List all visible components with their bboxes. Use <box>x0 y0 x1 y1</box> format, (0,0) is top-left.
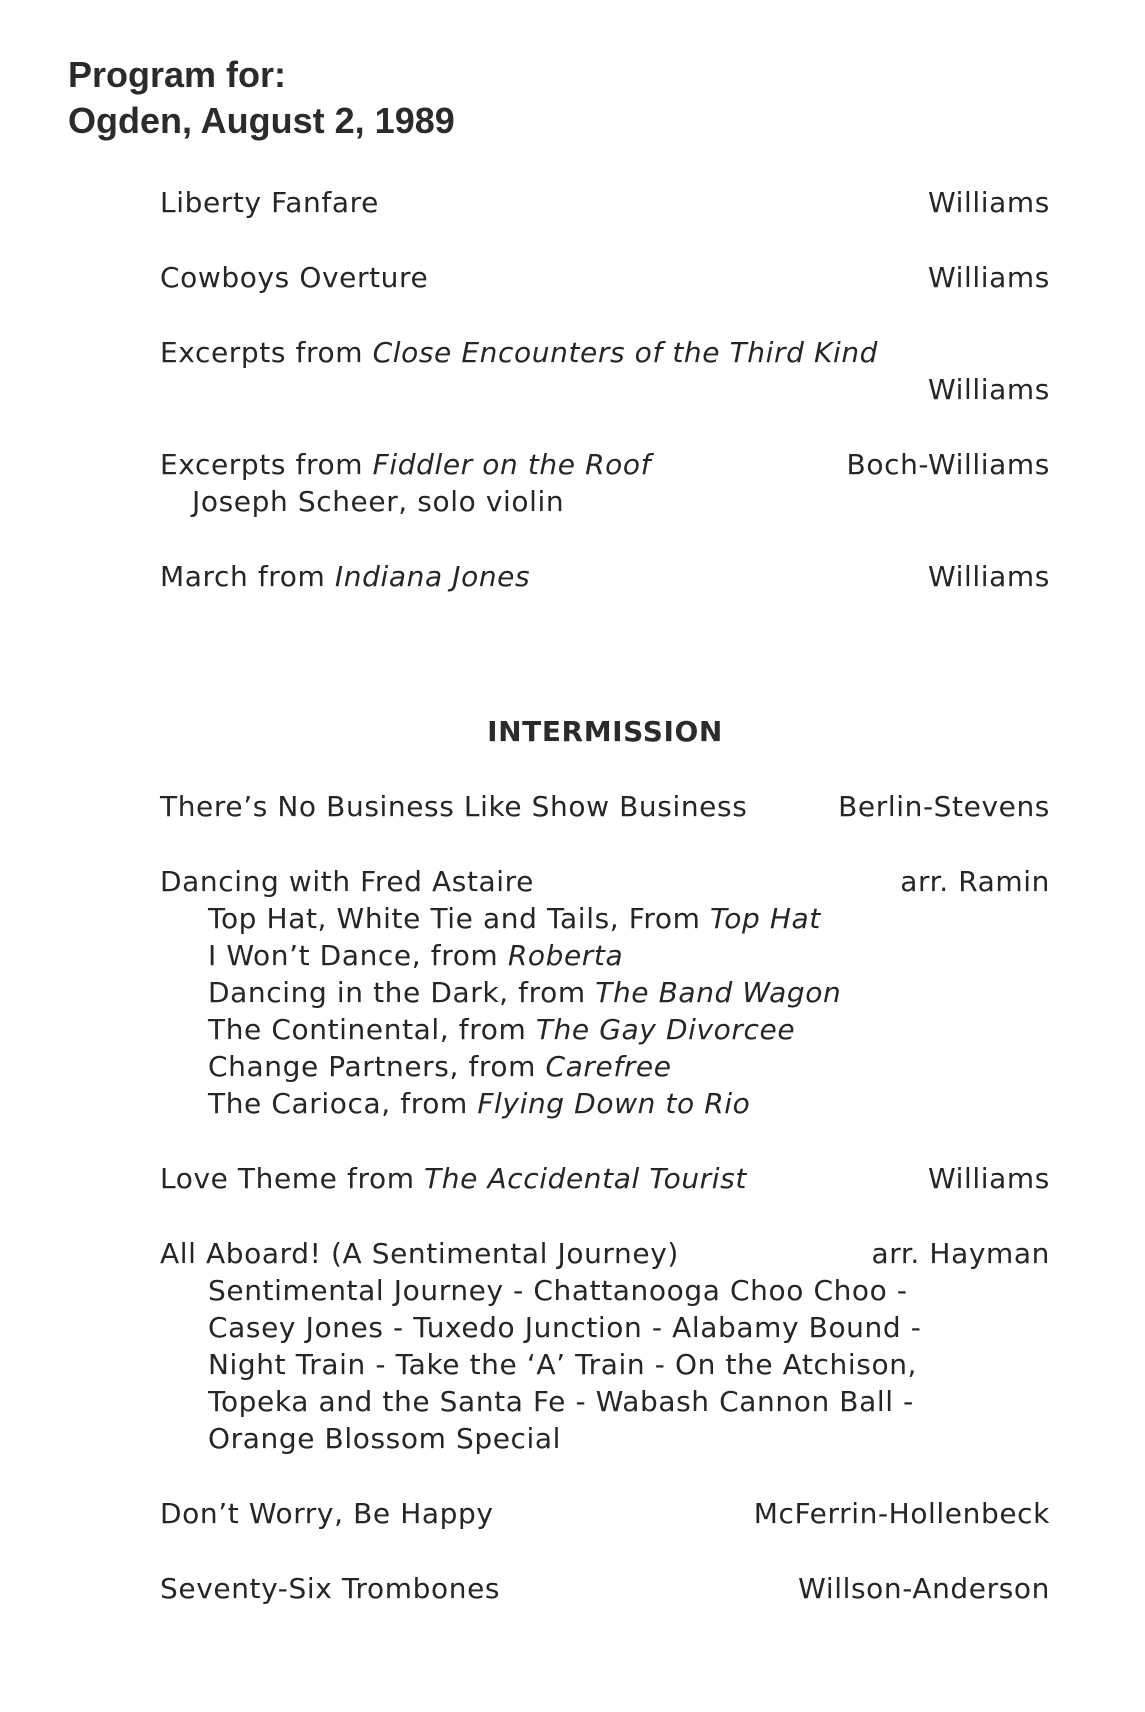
medley-line: Night Train - Take the ‘A’ Train - On the Atchison, <box>208 1348 918 1381</box>
program-list <box>160 184 1050 1607</box>
medley-song: Dancing in the Dark, from The Band Wagon <box>208 976 842 1009</box>
medley-song: Top Hat, White Tie and Tails, From Top Hat <box>208 902 821 935</box>
program-item <box>160 334 1050 408</box>
composer: arr. Hayman <box>871 1237 1050 1270</box>
composer: Williams <box>927 186 1050 219</box>
program-item <box>160 446 1050 520</box>
composer: Boch-Williams <box>846 448 1050 481</box>
program-item <box>160 863 1050 1122</box>
piece-title: March from Indiana Jones <box>160 560 531 593</box>
program-header <box>68 52 455 144</box>
piece-title: Seventy-Six Trombones <box>160 1572 501 1605</box>
composer: Willson-Anderson <box>798 1572 1050 1605</box>
piece-title: Cowboys Overture <box>160 261 429 294</box>
program-item <box>160 184 1050 221</box>
composer: McFerrin-Hollenbeck <box>753 1497 1050 1530</box>
piece-title: Love Theme from The Accidental Tourist <box>160 1162 747 1195</box>
medley-line: Orange Blossom Special <box>208 1422 562 1455</box>
medley-song: The Carioca, from Flying Down to Rio <box>208 1087 751 1120</box>
piece-title: All Aboard! (A Sentimental Journey) <box>160 1237 679 1270</box>
composer: Williams <box>927 1162 1050 1195</box>
piece-title: Excerpts from Close Encounters of the Third Kind <box>160 336 879 369</box>
header-line-1: Program for: <box>68 54 287 95</box>
program-item <box>160 1570 1050 1607</box>
program-item <box>160 558 1050 595</box>
work-title: The Accidental Tourist <box>424 1162 747 1195</box>
soloist: Joseph Scheer, solo violin <box>192 485 565 518</box>
piece-title: Don’t Worry, Be Happy <box>160 1497 494 1530</box>
work-title: Fiddler on the Roof <box>372 448 652 481</box>
program-item <box>160 1160 1050 1197</box>
piece-title: Dancing with Fred Astaire <box>160 865 535 898</box>
program-item <box>160 1495 1050 1532</box>
work-title: Indiana Jones <box>334 560 531 593</box>
medley-line: Sentimental Journey - Chattanooga Choo Choo - <box>208 1274 908 1307</box>
header-line-2: Ogden, August 2, 1989 <box>68 100 455 141</box>
medley-song: The Continental, from The Gay Divorcee <box>208 1013 796 1046</box>
composer: Williams <box>927 373 1050 406</box>
piece-title: Liberty Fanfare <box>160 186 379 219</box>
composer: Berlin-Stevens <box>838 790 1050 823</box>
piece-title: Excerpts from Fiddler on the Roof <box>160 448 652 481</box>
composer: Williams <box>927 261 1050 294</box>
medley-line: Casey Jones - Tuxedo Junction - Alabamy Bound - <box>208 1311 922 1344</box>
program-item <box>160 1235 1050 1457</box>
program-item <box>160 788 1050 825</box>
composer: arr. Ramin <box>900 865 1050 898</box>
program-item <box>160 259 1050 296</box>
work-title: Close Encounters of the Third Kind <box>372 336 879 369</box>
medley-song: Change Partners, from Carefree <box>208 1050 672 1083</box>
medley-song: I Won’t Dance, from Roberta <box>208 939 624 972</box>
piece-title: There’s No Business Like Show Business <box>160 790 748 823</box>
intermission-heading: INTERMISSION <box>487 715 723 748</box>
medley-line: Topeka and the Santa Fe - Wabash Cannon Ball - <box>208 1385 914 1418</box>
composer: Williams <box>927 560 1050 593</box>
